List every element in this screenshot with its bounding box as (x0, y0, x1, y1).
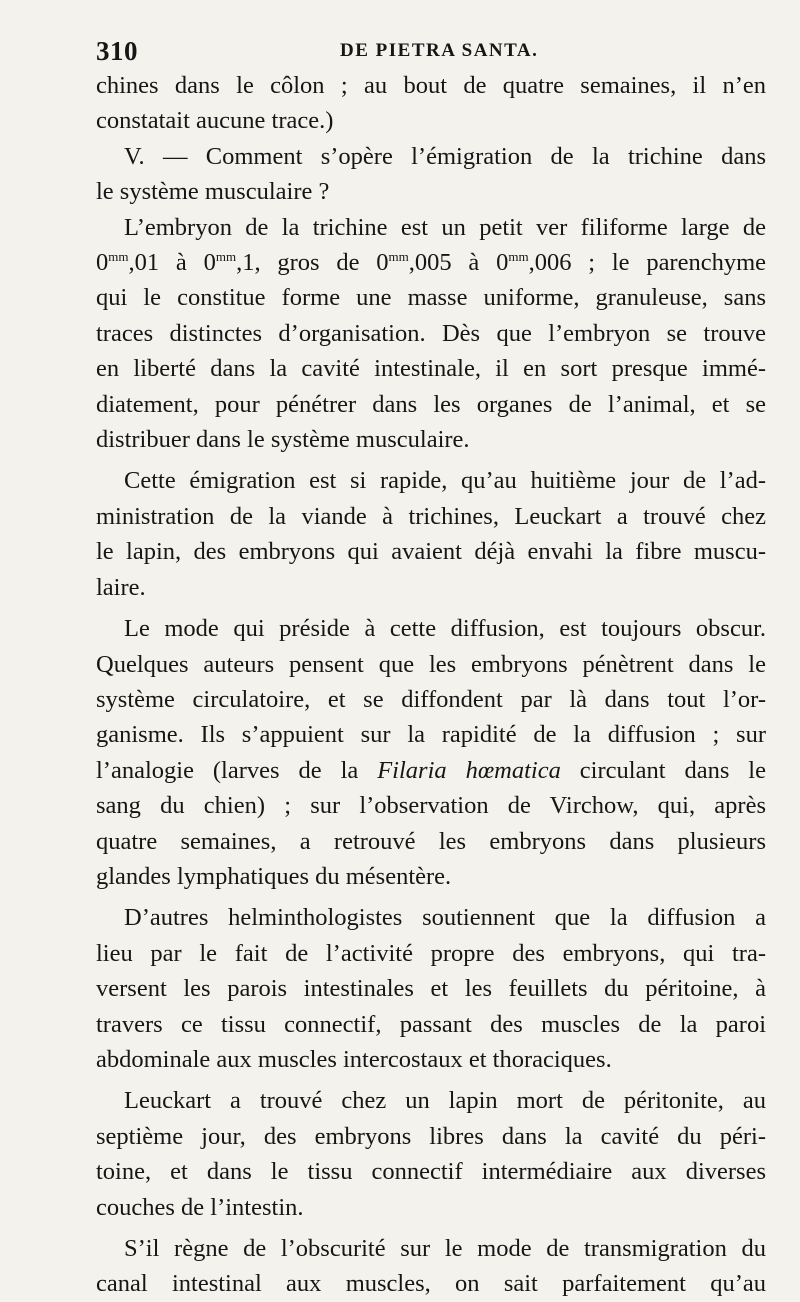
text-line: ministration de la viande à trichines, Leuckart a trouvé chez (96, 502, 766, 530)
text-line: Cette émigration est si rapide, qu’au huitième jour de l’ad- (124, 467, 766, 495)
text-line: Quelques auteurs pensent que les embryons pénètrent dans le (96, 650, 766, 678)
text-line: diatement, pour pénétrer dans les organes de l’animal, et se (96, 390, 766, 418)
paragraph-7 (96, 1083, 766, 1225)
text-line-measurements (96, 245, 766, 280)
text-line: constatait aucune trace.) (96, 107, 334, 135)
text-fragment: circulant dans le (560, 756, 766, 784)
text-line: ganisme. Ils s’appuient sur la rapidité de la diffusion ; sur (96, 721, 766, 749)
text-line: D’autres helminthologistes soutiennent que la diffusion a (124, 904, 766, 932)
text-fragment: 0 (96, 249, 109, 277)
section-heading-paragraph (96, 139, 766, 210)
running-head (96, 30, 766, 68)
text-line: en liberté dans la cavité intestinale, il en sort presque immé- (96, 355, 766, 383)
text-line: lieu par le fait de l’activité propre des embryons, qui tra- (96, 939, 766, 967)
text-line: travers ce tissu connectif, passant des muscles de la paroi (96, 1010, 766, 1038)
paragraph-4 (96, 463, 766, 605)
body-text (96, 68, 766, 1302)
text-fragment: ,01 à 0 (128, 249, 216, 277)
text-line: sang du chien) ; sur l’observation de Virchow, qui, après (96, 792, 766, 820)
text-line: S’il règne de l’obscurité sur le mode de transmigration du (124, 1235, 766, 1262)
text-line: le système musculaire ? (96, 178, 330, 206)
text-line: septième jour, des embryons libres dans la cavité du péri- (96, 1122, 766, 1150)
text-line: traces distinctes d’organisation. Dès que l’embryon se trouve (96, 319, 766, 347)
unit-superscript: mm (215, 249, 237, 265)
text-fragment: ,006 ; le parenchyme (528, 249, 767, 277)
text-line: Le mode qui préside à cette diffusion, est toujours obscur. (124, 615, 766, 643)
text-line: qui le constitue forme une masse uniforme, granuleuse, sans (96, 284, 766, 312)
text-fragment: ,005 à 0 (408, 249, 509, 277)
text-line: système circulatoire, et se diffondent par là dans tout l’or- (96, 685, 766, 713)
paragraph-3 (96, 210, 766, 458)
species-name: Filaria hœmatica (377, 756, 561, 784)
text-line: Leuckart a trouvé chez un lapin mort de péritonite, au (124, 1087, 766, 1115)
paragraph-8 (96, 1231, 766, 1302)
text-line: distribuer dans le système musculaire. (96, 426, 470, 454)
text-fragment: l’analogie (larves de la (96, 756, 378, 784)
text-line-with-italic (96, 753, 766, 788)
unit-superscript: mm (388, 249, 409, 265)
text-line: toine, et dans le tissu connectif intermédiaire aux diverses (96, 1158, 766, 1186)
text-line: laire. (96, 573, 146, 601)
paragraph-1 (96, 68, 766, 139)
text-line: L’embryon de la trichine est un petit ver filiforme large de (124, 213, 766, 241)
text-line: abdominale aux muscles intercostaux et thoraciques. (96, 1045, 612, 1073)
paragraph-5 (96, 611, 766, 894)
page-number: 310 (96, 36, 138, 66)
unit-superscript: mm (108, 249, 129, 265)
text-fragment: ,1, gros de 0 (236, 249, 389, 277)
text-line: le lapin, des embryons qui avaient déjà envahi la fibre muscu- (96, 538, 766, 566)
text-line: couches de l’intestin. (96, 1193, 304, 1221)
text-line: quatre semaines, a retrouvé les embryons dans plusieurs (96, 827, 766, 855)
text-line: canal intestinal aux muscles, on sait parfaitement qu’au (96, 1270, 766, 1298)
unit-superscript: mm (508, 249, 529, 265)
paragraph-6 (96, 900, 766, 1077)
running-title: DE PIETRA SANTA. (340, 40, 539, 61)
text-line: versent les parois intestinales et les feuillets du péritoine, à (96, 975, 766, 1003)
text-line: V. — Comment s’opère l’émigration de la trichine dans (124, 142, 766, 170)
text-line: chines dans le côlon ; au bout de quatre semaines, il n’en (96, 72, 766, 99)
text-line: glandes lymphatiques du mésentère. (96, 862, 452, 890)
